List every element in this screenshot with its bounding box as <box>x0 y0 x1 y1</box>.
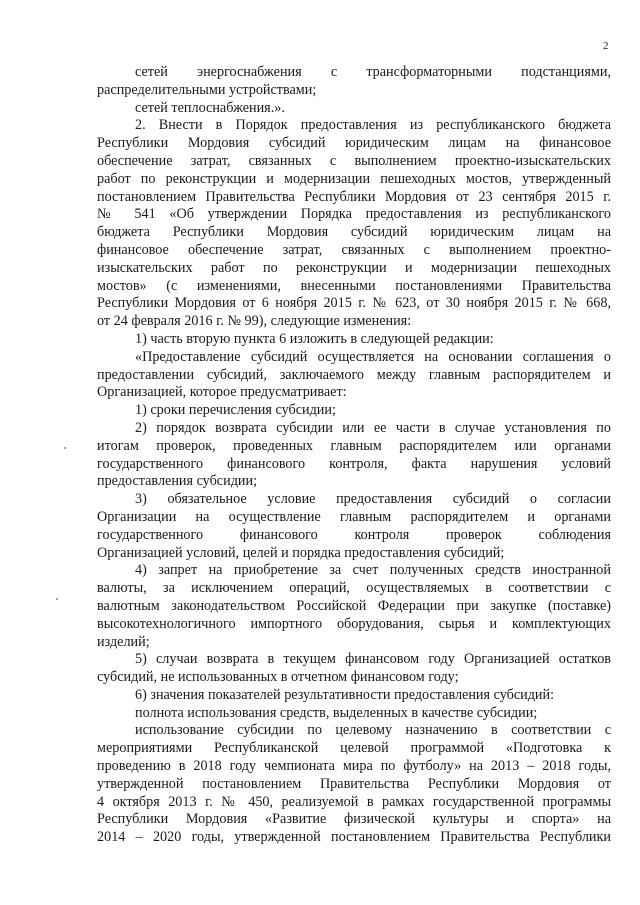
text-line: 6) значения показателей результативности предоставления субсидий: <box>135 686 555 703</box>
text-line: сетей энергоснабжения с трансформаторными подстанциями, <box>135 64 611 80</box>
text-line: № 541 «Об утверждении Порядка предоставления из республиканского <box>97 206 611 223</box>
text-line: использование субсидии по целевому назначению в соответствии с <box>135 722 611 739</box>
text-line: распределительными устройствами; <box>97 81 317 98</box>
text-line: Организации на осуществление главным распорядителем и органами <box>97 508 611 525</box>
text-line: Организацией, которое предусматривает: <box>97 384 347 401</box>
text-line: обеспечение затрат, связанных с выполнением проектно-изыскательских <box>97 152 611 169</box>
document-body <box>97 64 611 847</box>
page-number: 2 <box>603 40 609 52</box>
text-line: мостов» (с изменениями, внесенными постановлениями Правительства <box>97 277 611 294</box>
text-line: 2014 – 2020 годы, утвержденной постановлением Правительства Республики <box>97 829 611 846</box>
text-line: валюты, за исключением операций, осуществляемых в соответствии с <box>97 580 611 597</box>
text-line: Республики Мордовия субсидий юридическим лицам на финансовое <box>97 135 611 152</box>
text-line: Республики Мордовия «Развитие физической культуры и спорта» на <box>97 811 611 828</box>
text-line: валютным законодательством Российской Федерации при закупке (поставке) <box>97 597 611 614</box>
text-line: итогам проверок, проведенных главным распорядителем или органами <box>97 437 611 454</box>
text-line: изделий; <box>97 633 150 650</box>
text-line: Организацией условий, целей и порядка предоставления субсидий; <box>97 544 505 561</box>
scan-speck <box>56 598 58 600</box>
text-line: 2) порядок возврата субсидии или ее части в случае установления по <box>135 419 611 436</box>
text-line: постановлением Правительства Республики Мордовия от 23 сентября 2015 г. <box>97 188 611 205</box>
scan-speck <box>64 447 66 449</box>
text-line: сетей теплоснабжения.». <box>135 99 285 116</box>
text-line: проведению в 2018 году чемпионата мира по футболу» на 2013 – 2018 годы, <box>97 758 611 775</box>
text-line: 3) обязательное условие предоставления субсидий о согласии <box>135 491 611 508</box>
text-line: 4) запрет на приобретение за счет полученных средств иностранной <box>135 562 611 579</box>
text-line: 5) случаи возврата в текущем финансовом году Организацией остатков <box>135 651 611 668</box>
text-line: 1) сроки перечисления субсидии; <box>135 402 336 419</box>
text-line: предоставлении субсидий, заключаемого между главным распорядителем и <box>97 366 611 383</box>
text-line: предоставления субсидии; <box>97 473 258 490</box>
text-line: 1) часть вторую пункта 6 изложить в следующей редакции: <box>135 330 494 347</box>
text-line: 4 октября 2013 г. № 450, реализуемой в рамках государственной программы <box>97 793 611 810</box>
text-line: «Предоставление субсидий осуществляется на основании соглашения о <box>135 348 611 365</box>
text-line: государственного финансового контроля проверок соблюдения <box>97 526 611 543</box>
text-line: полнота использования средств, выделенных в качестве субсидии; <box>135 704 538 721</box>
text-line: от 24 февраля 2016 г. № 99), следующие изменения: <box>97 313 412 330</box>
text-line: изыскательских работ по реконструкции и модернизации пешеходных <box>97 259 611 276</box>
text-line: 2. Внести в Порядок предоставления из республиканского бюджета <box>135 117 611 134</box>
text-line: утвержденной постановлением Правительства Республики Мордовия от <box>97 775 611 792</box>
text-line: высокотехнологичного импортного оборудования, сырья и комплектующих <box>97 615 611 632</box>
text-line: финансовое обеспечение затрат, связанных с выполнением проектно- <box>97 241 611 258</box>
text-line: бюджета Республики Мордовия субсидий юридическим лицам на <box>97 224 611 241</box>
text-line: мероприятиями Республиканской целевой программой «Подготовка к <box>97 740 611 757</box>
text-line: работ по реконструкции и модернизации пешеходных мостов, утвержденный <box>97 170 611 187</box>
text-line: государственного финансового контроля, факта нарушения условий <box>97 455 611 472</box>
text-line: субсидий, не использованных в отчетном финансовом году; <box>97 669 459 686</box>
text-line: Республики Мордовия от 6 ноября 2015 г. № 623, от 30 ноября 2015 г. № 668, <box>97 295 611 312</box>
